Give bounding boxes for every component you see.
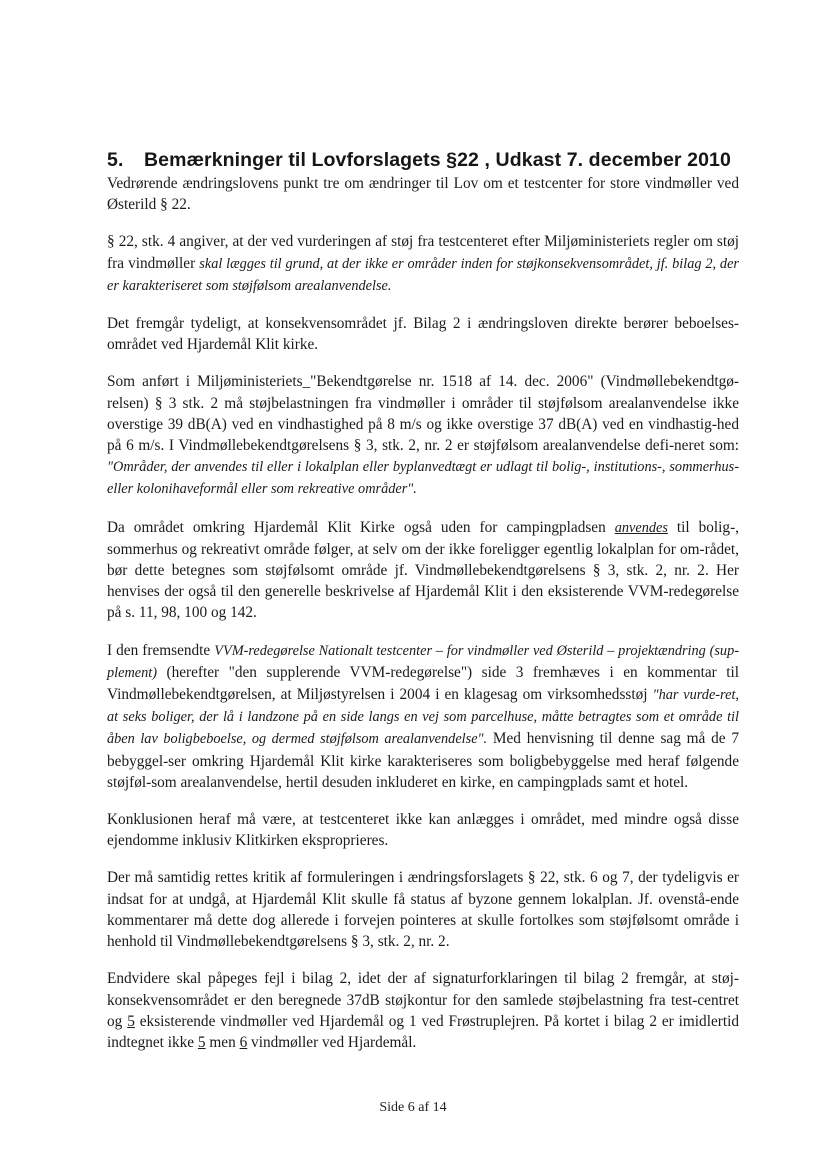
underlined-number: 5 bbox=[197, 1033, 206, 1051]
page-footer bbox=[0, 1100, 826, 1116]
text-run: Vedrørende ændringslovens punkt tre om ændringer til Lov om et testcenter for store vindmøller ved Østerild § 22. bbox=[107, 175, 739, 214]
text-run: Da området omkring Hjardemål Klit Kirke også uden for campingpladsen bbox=[107, 518, 615, 536]
section-title: Bemærkninger til Lovforslagets §22 , Udkast 7. december 2010 bbox=[144, 149, 731, 171]
text-run: Det fremgår tydeligt, at konsekvensområdet jf. Bilag 2 i ændringsloven direkte berører beboelses-området ved Hjardemål Klit kirke. bbox=[107, 315, 739, 354]
paragraph bbox=[107, 640, 739, 793]
paragraph bbox=[107, 173, 739, 215]
text-run: I den fremsendte bbox=[107, 641, 215, 659]
italic-underlined-word bbox=[615, 520, 668, 536]
paragraph bbox=[107, 968, 739, 1053]
text-run: Der må samtidig rettes kritik af formuleringen i ændringsforslagets § 22, stk. 6 og 7, der tydeligvis er indsat for at undgå, at Hjardemål Klit skulle få status af byzone gennem lokalplan. Jf. ovenstå-ende kommentarer må dette dog allerede i forvejen pointeres at skulle fortolkes som støjfølsomt område i henhold til Vindmøllebekendtgørelsens § 3, stk. 2, nr. 2. bbox=[107, 869, 739, 951]
italic-quote: skal lægges til grund, at der ikke er områder inden for støjkonsekvensområdet, jf. bilag 2, der er karakteriseret som støjfølsom arealanvendelse. bbox=[107, 255, 739, 294]
text-run: eksisterende vindmøller ved Hjardemål og 1 ved Frøstruplejren. På kortet i bilag 2 er imidlertid indtegnet ikke bbox=[107, 1012, 739, 1051]
text-run: til bolig-, sommerhus og rekreativt område følger, at selv om der ikke foreligger egentlig lokalplan for om-rådet, bør dette betegnes som støjfølsomt område jf. Vindmøllebekendtgørelsens § 3, stk. 2, nr. 2. Her henvises der også til den generelle beskrivelse af Hjardemål Klit i den eksisterende VVM-redegørelse på s. 11, 98, 100 og 142. bbox=[107, 518, 739, 622]
page-number: Side 6 af 14 bbox=[379, 1100, 447, 1115]
page-content bbox=[107, 148, 739, 1069]
paragraph bbox=[107, 371, 739, 500]
underlined-word: anvendes bbox=[614, 519, 668, 536]
underlined-number: 5 bbox=[127, 1012, 135, 1030]
paragraph bbox=[107, 517, 739, 624]
text-run: Som anført i Miljøministeriets_"Bekendtgørelse nr. 1518 af 14. dec. 2006" (Vindmøllebekendtgø-relsen) § 3 stk. 2 må støjbelastningen fra vindmøller i områder til støjfølsom arealanvendelse ikke overstige 39 dB(A) ved en vindhastighed på 8 m/s og ikke overstige 37 dB(A) ved en vindhastig-hed på 6 m/s. I Vindmøllebekendtgørelsens § 3, stk. 2, nr. 2 er støjfølsom arealanvendelse defi-neret som: bbox=[107, 373, 739, 455]
paragraph bbox=[107, 231, 739, 297]
text-run: § 22, stk. 4 angiver, at der ved vurderingen af støj fra testcenteret efter Miljøministeriets regler om støj fra vindmøller bbox=[107, 233, 739, 272]
text-run: Endvidere skal påpeges fejl i bilag 2, idet der af signaturforklaringen til bilag 2 fremgår, at støj-konsekvensområdet er den beregnede 37dB støjkontur for den samlede støjbelastning fra test-centret og bbox=[107, 970, 739, 1030]
underlined-number: 6 bbox=[239, 1033, 248, 1051]
text-run: vindmøller ved Hjardemål. bbox=[247, 1033, 417, 1051]
section-heading bbox=[107, 148, 739, 172]
text-run: Konklusionen heraf må være, at testcenteret ikke kan anlægges i området, med mindre også disse ejendomme inklusiv Klitkirken eksproprieres. bbox=[107, 811, 739, 850]
paragraph bbox=[107, 809, 739, 851]
italic-title: VVM-redegørelse Nationalt testcenter – for vindmøller ved Østerild – projektændring (sup-plement) bbox=[107, 642, 739, 681]
paragraph bbox=[107, 867, 739, 952]
text-run: Med henvisning til denne sag må de 7 bebyggel-ser omkring Hjardemål Klit kirke karakteriseres som boligbebyggelse med heraf følgende støjføl-som arealanvendelse, hertil desuden inkluderet en kirke, en campingplads samt et hotel. bbox=[107, 730, 739, 791]
text-run: (herefter "den supplerende VVM-redegørelse") side 3 fremhæves i en kommentar til Vindmøllebekendtgørelsen, at Miljøstyrelsen i 2004 i en klagesag om virksomhedsstøj bbox=[107, 663, 739, 704]
italic-quote: "Områder, der anvendes til eller i lokalplan eller byplanvedtægt er udlagt til bolig-, institutions-, sommerhus- eller kolonihaveformål eller som rekreative områder". bbox=[107, 459, 739, 498]
section-number: 5. bbox=[107, 149, 124, 171]
italic-quote: "har vurde-ret, at seks boliger, der lå i landzone på en side langs en vej som parcelhuse, måtte betragtes som et område til åben lav boligbeboelse, og dermed støjfølsom arealanvendelse". bbox=[107, 687, 739, 748]
text-run: men bbox=[205, 1033, 240, 1051]
body-text bbox=[107, 173, 739, 1053]
paragraph bbox=[107, 313, 739, 355]
